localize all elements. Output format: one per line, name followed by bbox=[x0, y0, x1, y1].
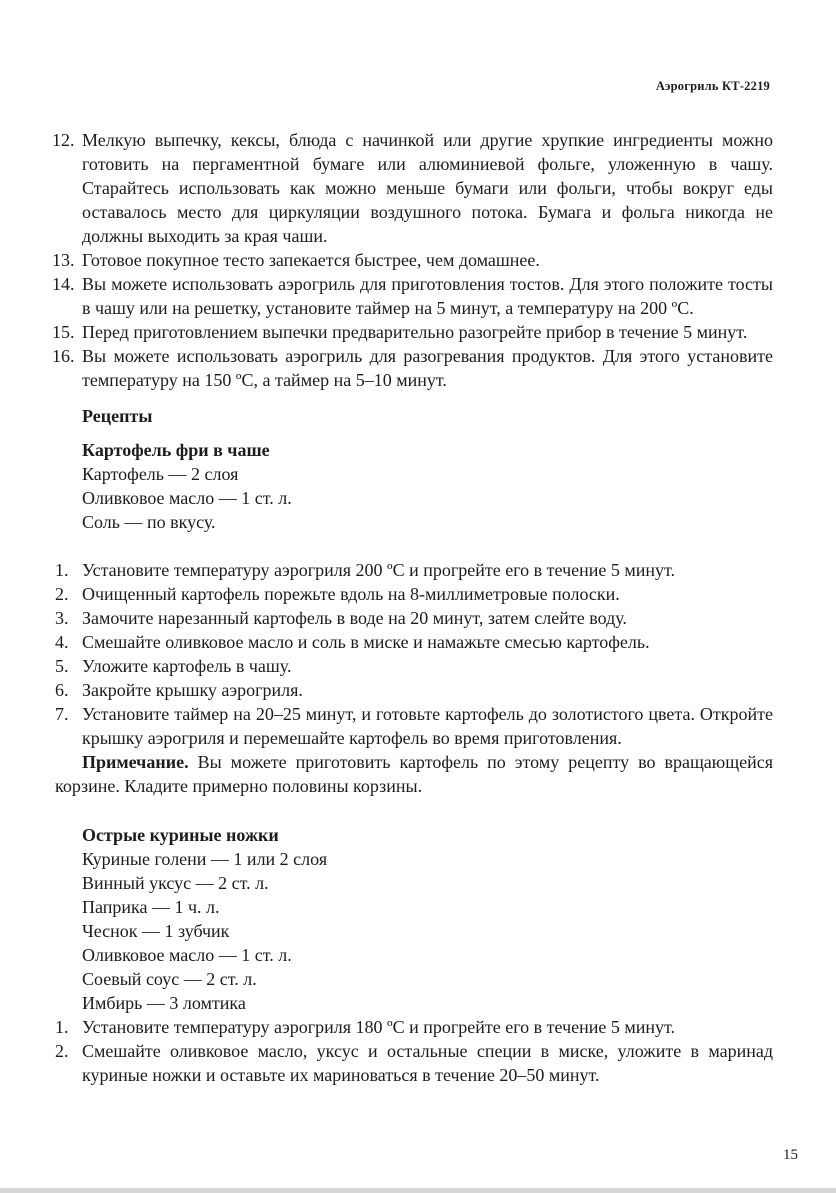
step-item: 3. Замочите нарезанный картофель в воде на 20 минут, затем слейте воду. bbox=[55, 608, 627, 628]
step-item: 6. Закройте крышку аэрогриля. bbox=[55, 680, 303, 700]
ingredient: Винный уксус — 2 ст. л. bbox=[82, 873, 269, 893]
step-item: 7. Установите таймер на 20–25 минут, и готовьте картофель до золотистого цвета. Откройте крышку аэрогриля и перемешайте картофель во время приготовления. bbox=[55, 704, 773, 748]
list-item: 13. Готовое покупное тесто запекается быстрее, чем домашнее. bbox=[52, 250, 540, 270]
page-number: 15 bbox=[783, 1147, 798, 1163]
ingredient: Имбирь — 3 ломтика bbox=[82, 993, 246, 1013]
step-item: 2. Очищенный картофель порежьте вдоль на 8-миллиметровые полоски. bbox=[55, 584, 620, 604]
list-item: 16. Вы можете использовать аэрогриль для разогревания продуктов. Для этого установите температуру на 150 ºС, а таймер на 5–10 минут. bbox=[52, 346, 773, 390]
running-header: Аэрогриль КТ-2219 bbox=[655, 79, 770, 93]
recipe-title: Картофель фри в чаше bbox=[82, 440, 270, 460]
step-item: 1. Установите температуру аэрогриля 200 ºС и прогрейте его в течение 5 минут. bbox=[55, 560, 676, 580]
tips-list bbox=[52, 128, 773, 392]
note-paragraph: Примечание. Вы можете приготовить картофель по этому рецепту во вращающейся корзине. Кладите примерно половины корзины. bbox=[55, 752, 773, 796]
ingredient: Оливковое масло — 1 ст. л. bbox=[82, 945, 292, 965]
recipes-heading: Рецепты bbox=[82, 406, 153, 426]
bottom-rule bbox=[0, 1188, 836, 1193]
ingredient: Картофель — 2 слоя bbox=[82, 464, 239, 484]
ingredient: Чеснок — 1 зубчик bbox=[82, 921, 230, 941]
page-content bbox=[52, 128, 773, 1087]
recipe-steps bbox=[55, 558, 773, 750]
step-item: 4. Смешайте оливковое масло и соль в миске и намажьте смесью картофель. bbox=[55, 632, 650, 652]
ingredient: Соевый соус — 2 ст. л. bbox=[82, 969, 257, 989]
ingredient: Соль — по вкусу. bbox=[82, 512, 216, 532]
ingredient: Куриные голени — 1 или 2 слоя bbox=[82, 849, 328, 869]
step-item: 5. Уложите картофель в чашу. bbox=[55, 656, 292, 676]
step-item: 2. Смешайте оливковое масло, уксус и остальные специи в миске, уложите в маринад куриные ножки и оставьте их мариноваться в течение 20–50 минут. bbox=[55, 1041, 773, 1085]
list-item: 12. Мелкую выпечку, кексы, блюда с начинкой или другие хрупкие ингредиенты можно готовить на пергаментной бумаге или алюминиевой фольге, уложенную в чашу. Старайтесь использовать как можно меньше бумаги или фольги, чтобы вокруг еды оставалось место для циркуляции воздушного потока. Бумага и фольга никогда не должны выходить за края чаши. bbox=[52, 130, 773, 246]
list-item: 15. Перед приготовлением выпечки предварительно разогрейте прибор в течение 5 минут. bbox=[52, 322, 748, 342]
note-label: Примечание. bbox=[82, 752, 189, 772]
ingredient: Оливковое масло — 1 ст. л. bbox=[82, 488, 292, 508]
recipe-title: Острые куриные ножки bbox=[82, 825, 279, 845]
ingredient: Паприка — 1 ч. л. bbox=[82, 897, 220, 917]
list-item: 14. Вы можете использовать аэрогриль для приготовления тостов. Для этого положите тосты в чашу или на решетку, установите таймер на 5 минут, а температуру на 200 ºС. bbox=[52, 274, 773, 318]
recipe-steps bbox=[55, 1015, 773, 1087]
step-item: 1. Установите температуру аэрогриля 180 ºС и прогрейте его в течение 5 минут. bbox=[55, 1017, 676, 1037]
